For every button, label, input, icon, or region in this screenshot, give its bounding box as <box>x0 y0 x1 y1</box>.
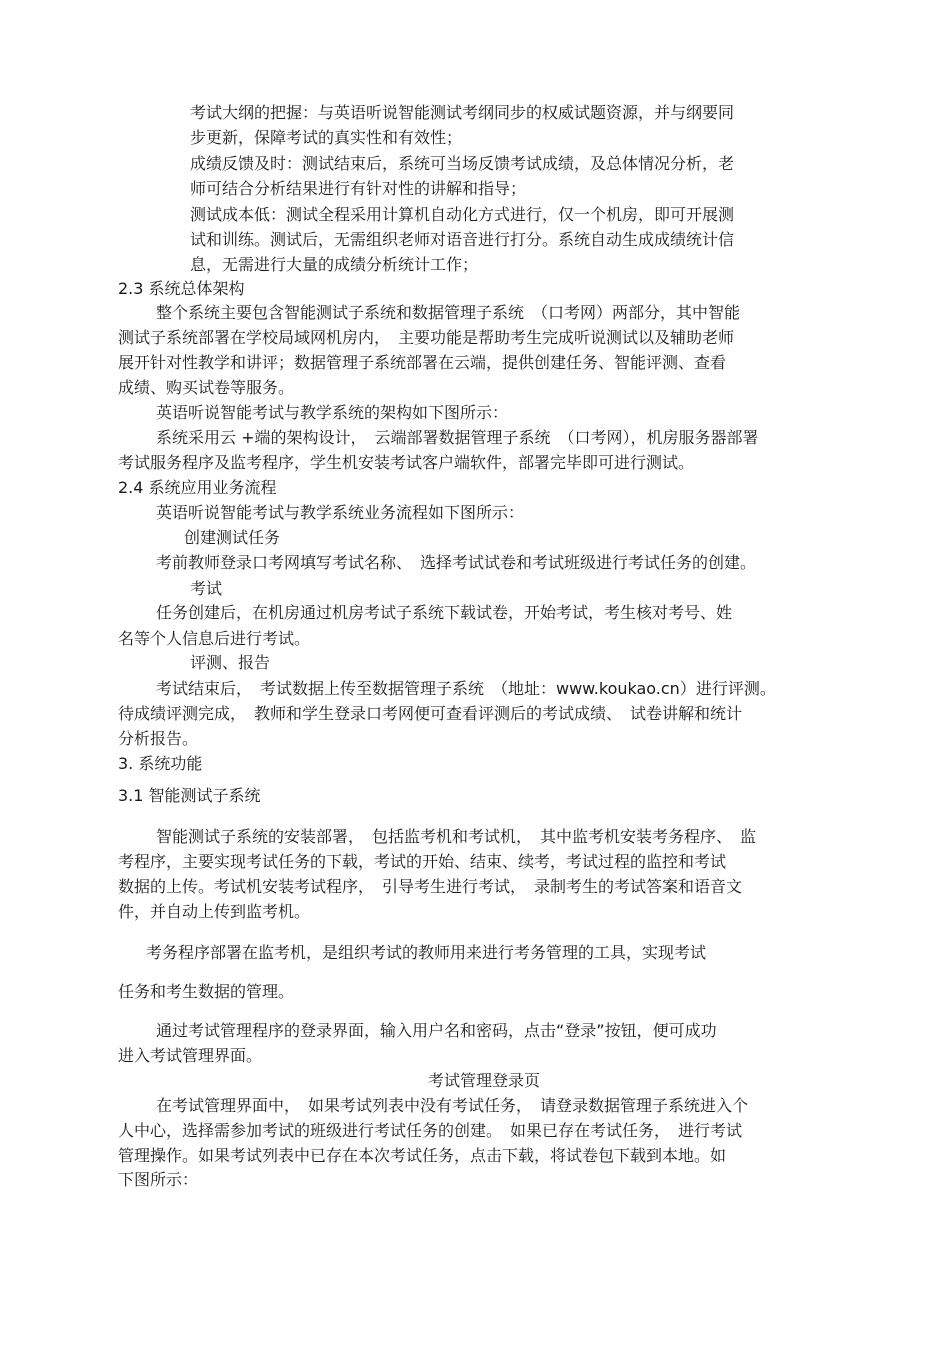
text-line: 步更新，保障考试的真实性和有效性； <box>190 128 463 147</box>
text-line: 考试大纲的把握：与英语听说智能测试考纲同步的权威试题资源，并与纲要同 <box>190 103 735 122</box>
text-line: 通过考试管理程序的登录界面，输入用户名和密码，点击“登录”按钮，便可成功 <box>156 1021 717 1040</box>
text-line: 考试结束后， 考试数据上传至数据管理子系统 （地址：www.koukao.cn）进行评测。 <box>156 679 776 698</box>
text-line: 考程序，主要实现考试任务的下载，考试的开始、结束、续考，考试过程的监控和考试 <box>118 852 727 871</box>
figure-caption: 考试管理登录页 <box>428 1071 541 1090</box>
text-line: 任务创建后，在机房通过机房考试子系统下载试卷，开始考试，考生核对考号、姓 <box>156 603 733 622</box>
text-line: 件，并自动上传到监考机。 <box>118 902 311 921</box>
text-line: 考务程序部署在监考机，是组织考试的教师用来进行考务管理的工具，实现考试 <box>146 943 707 962</box>
text-line: 人中心，选择需参加考试的班级进行考试任务的创建。 如果已存在考试任务， 进行考试 <box>118 1121 743 1140</box>
section-heading: 2.3 系统总体架构 <box>118 279 245 298</box>
text-line: 测试子系统部署在学校局域网机房内， 主要功能是帮助考生完成听说测试以及辅助老师 <box>118 328 735 347</box>
text-line: 系统采用云 +端的架构设计， 云端部署数据管理子系统 （口考网），机房服务器部署 <box>156 428 759 447</box>
section-heading: 3.1 智能测试子系统 <box>118 786 261 805</box>
flow-step-label: 创建测试任务 <box>184 528 281 547</box>
text-line: 英语听说智能考试与教学系统业务流程如下图所示： <box>156 503 525 522</box>
flow-step-label: 考试 <box>190 579 223 598</box>
text-line: 在考试管理界面中， 如果考试列表中没有考试任务， 请登录数据管理子系统进入个 <box>156 1096 749 1115</box>
text-line: 展开针对性教学和讲评；数据管理子系统部署在云端，提供创建任务、智能评测、查看 <box>118 353 727 372</box>
text-line: 待成绩评测完成， 教师和学生登录口考网便可查看评测后的考试成绩、 试卷讲解和统计 <box>118 704 743 723</box>
text-line: 成绩反馈及时：测试结束后，系统可当场反馈考试成绩，及总体情况分析，老 <box>190 154 735 173</box>
text-line: 考试服务程序及监考程序，学生机安装考试客户端软件，部署完毕即可进行测试。 <box>118 453 695 472</box>
flow-step-label: 评测、报告 <box>190 653 271 672</box>
text-line: 成绩、购买试卷等服务。 <box>118 378 295 397</box>
text-line: 下图所示： <box>118 1170 199 1189</box>
text-line: 进入考试管理界面。 <box>118 1046 263 1065</box>
text-line: 试和训练。测试后，无需组织老师对语音进行打分。系统自动生成成绩统计信 <box>190 230 735 249</box>
text-line: 考前教师登录口考网填写考试名称、 选择考试试卷和考试班级进行考试任务的创建。 <box>156 553 757 572</box>
text-line: 数据的上传。考试机安装考试程序， 引导考生进行考试， 录制考生的考试答案和语音文 <box>118 877 743 896</box>
text-line: 师可结合分析结果进行有针对性的讲解和指导； <box>190 179 527 198</box>
text-line: 任务和考生数据的管理。 <box>118 982 295 1001</box>
text-line: 息，无需进行大量的成绩分析统计工作； <box>190 255 479 274</box>
text-line: 测试成本低：测试全程采用计算机自动化方式进行，仅一个机房，即可开展测 <box>190 205 735 224</box>
section-heading: 3. 系统功能 <box>118 754 203 773</box>
text-line: 英语听说智能考试与教学系统的架构如下图所示： <box>156 403 509 422</box>
text-line: 智能测试子系统的安装部署， 包括监考机和考试机， 其中监考机安装考务程序、 监 <box>156 827 757 846</box>
text-line: 名等个人信息后进行考试。 <box>118 629 311 648</box>
text-line: 整个系统主要包含智能测试子系统和数据管理子系统 （口考网）两部分，其中智能 <box>156 303 741 322</box>
text-line: 分析报告。 <box>118 729 199 748</box>
text-line: 管理操作。如果考试列表中已存在本次考试任务，点击下载，将试卷包下载到本地。如 <box>118 1146 727 1165</box>
section-heading: 2.4 系统应用业务流程 <box>118 478 277 497</box>
